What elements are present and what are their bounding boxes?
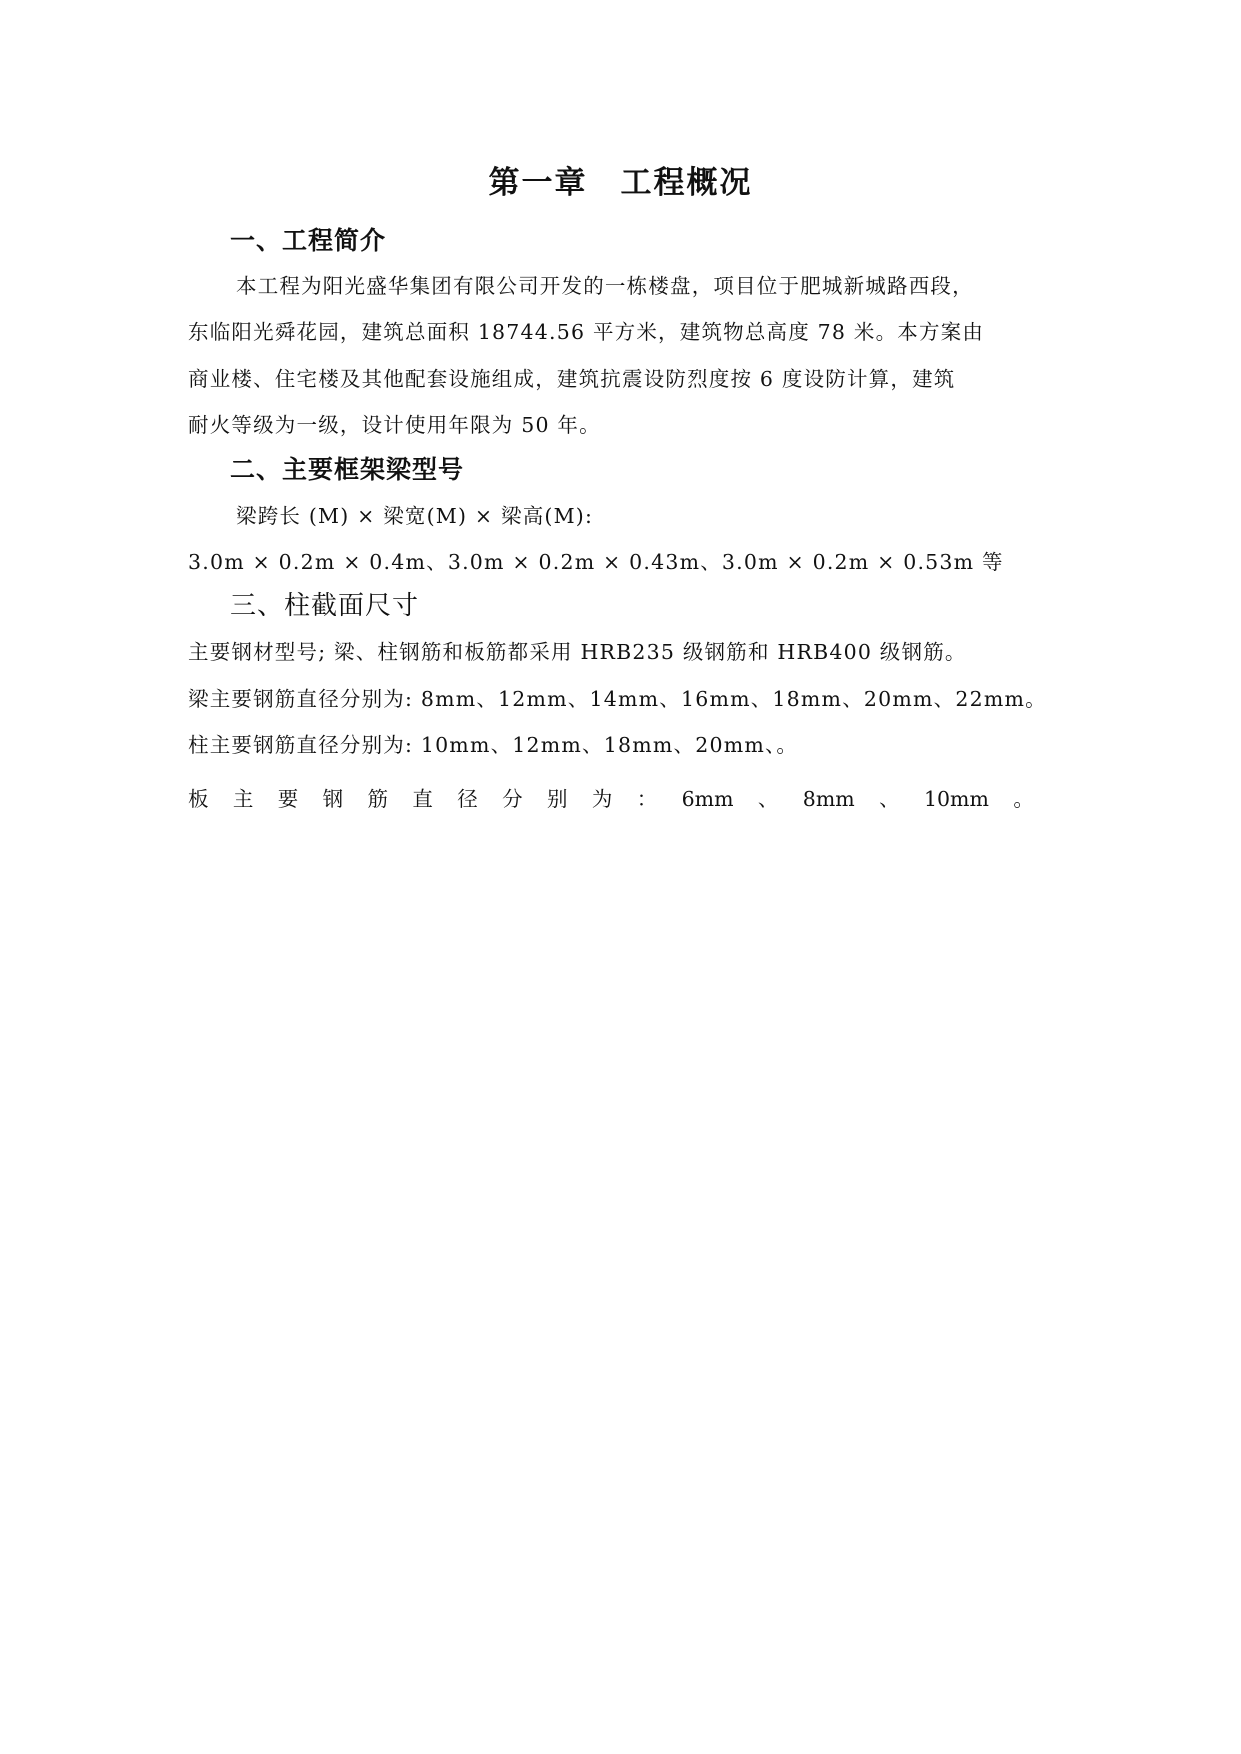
slab-rebar-token: 径 (457, 787, 478, 811)
section-heading-beam-types: 二、主要框架梁型号 (230, 455, 465, 484)
slab-rebar-token: 钢 (322, 787, 344, 811)
intro-paragraph-line-1: 本工程为阳光盛华集团有限公司开发的一栋楼盘，项目位于肥城新城路西段， (236, 274, 974, 298)
intro-paragraph-line-2: 东临阳光舜花园，建筑总面积 18744.56 平方米，建筑物总高度 78 米。本方案由 (188, 320, 985, 344)
steel-type-line: 主要钢材型号; 梁、柱钢筋和板筋都采用 HRB235 级钢筋和 HRB400 级钢筋。 (188, 640, 967, 664)
slab-rebar-token: 6mm (681, 787, 734, 811)
intro-paragraph-line-3: 商业楼、住宅楼及其他配套设施组成，建筑抗震设防烈度按 6 度设防计算，建筑 (188, 367, 956, 391)
slab-rebar-token: 直 (412, 787, 433, 811)
beam-rebar-line: 梁主要钢筋直径分别为: 8mm、12mm、14mm、16mm、18mm、20mm、22mm。 (188, 687, 1047, 711)
slab-rebar-token: 、 (757, 787, 779, 811)
slab-rebar-token: 分 (502, 787, 523, 811)
column-rebar-line: 柱主要钢筋直径分别为: 10mm、12mm、18mm、20mm、。 (188, 733, 799, 757)
beam-formula: 梁跨长 (M) × 梁宽(M) × 梁高(M): (236, 504, 594, 528)
slab-rebar-token: 板 (188, 787, 209, 811)
slab-rebar-token: 、 (879, 787, 900, 811)
slab-rebar-token: 主 (232, 787, 254, 811)
slab-rebar-token: 10mm (923, 787, 989, 811)
chapter-title: 第一章 工程概况 (488, 165, 753, 201)
slab-rebar-token: 8mm (802, 787, 855, 811)
slab-rebar-token: 。 (1013, 787, 1034, 811)
beam-sizes: 3.0m × 0.2m × 0.4m、3.0m × 0.2m × 0.43m、3.0m × 0.2m × 0.53m 等 (188, 550, 1004, 574)
section-heading-column-section: 三、柱截面尺寸 (230, 591, 420, 621)
slab-rebar-token: 为 (591, 787, 613, 811)
slab-rebar-token: 要 (277, 787, 299, 811)
intro-paragraph-line-4: 耐火等级为一级，设计使用年限为 50 年。 (188, 413, 601, 437)
slab-rebar-token: 别 (547, 787, 568, 811)
slab-rebar-token: ： (636, 787, 658, 811)
section-heading-project-intro: 一、工程简介 (230, 226, 387, 255)
slab-rebar-line (188, 785, 1034, 813)
slab-rebar-token: 筋 (367, 787, 388, 811)
